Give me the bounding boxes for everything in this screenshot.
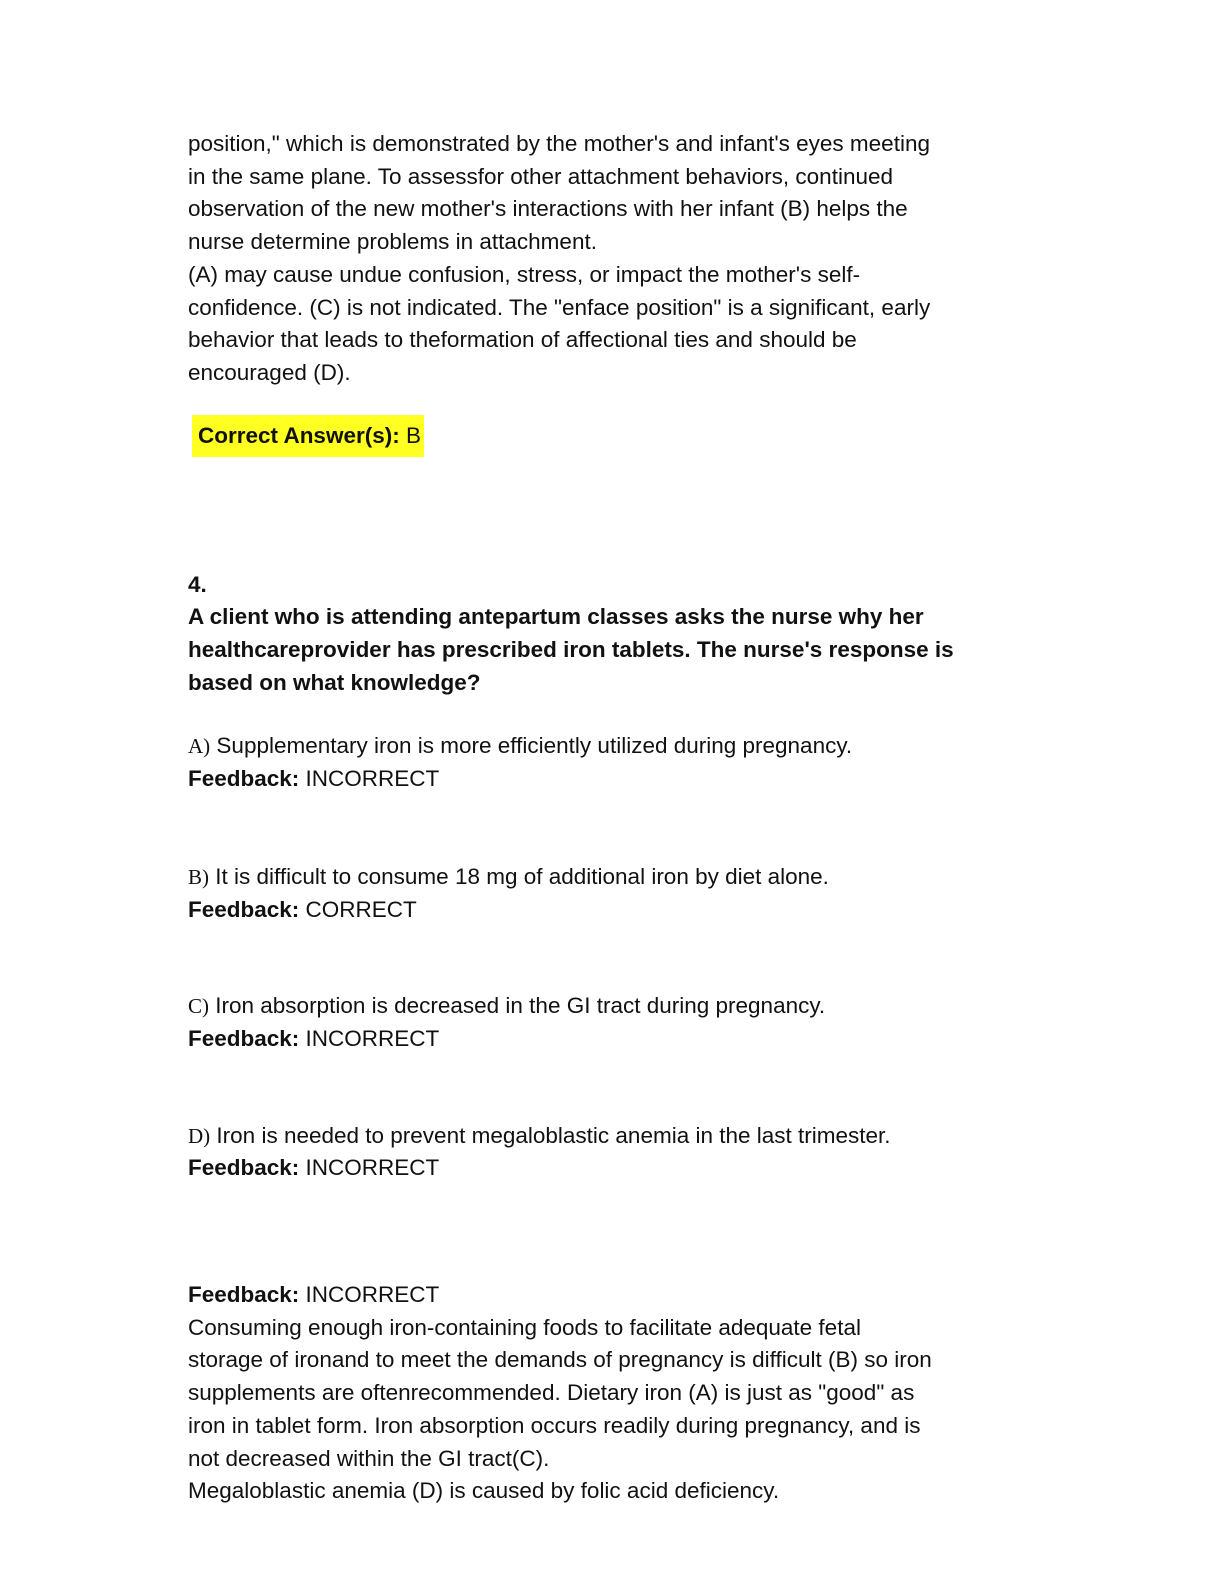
option-text: It is difficult to consume 18 mg of additional iron by diet alone.	[209, 863, 829, 889]
spacer	[188, 699, 1008, 730]
intro-line: in the same plane. To assessfor other attachment behaviors, continued	[188, 163, 894, 189]
rationale-line: not decreased within the GI tract(C).	[188, 1445, 550, 1471]
spacer	[188, 457, 1008, 569]
intro-line: position," which is demonstrated by the mother's and infant's eyes meeting	[188, 131, 930, 156]
option-b	[188, 861, 1008, 926]
feedback-label: Feedback:	[188, 766, 300, 792]
option-letter: C)	[188, 994, 209, 1019]
intro-line: encouraged (D).	[188, 359, 351, 385]
intro-line: confidence. (C) is not indicated. The "enface position" is a significant, early	[188, 294, 931, 320]
question-line: based on what knowledge?	[188, 669, 481, 695]
feedback-label: Feedback:	[188, 896, 300, 922]
question-block	[188, 569, 1008, 700]
feedback-label: Feedback:	[188, 1155, 300, 1181]
question-line: healthcareprovider has prescribed iron tablets. The nurse's response is	[188, 637, 954, 663]
spacer	[188, 926, 1008, 990]
feedback-value: INCORRECT	[299, 1025, 440, 1051]
option-text: Supplementary iron is more efficiently utilized during pregnancy.	[210, 733, 853, 759]
spacer	[188, 1056, 1008, 1120]
correct-answer-label: Correct Answer(s):	[198, 422, 400, 448]
spacer	[188, 796, 1008, 861]
correct-answer-value: B	[399, 422, 421, 448]
intro-line: nurse determine problems in attachment.	[188, 229, 597, 255]
rationale-line: Consuming enough iron-containing foods to facilitate adequate fetal	[188, 1314, 861, 1340]
option-d	[188, 1120, 1008, 1185]
intro-line: behavior that leads to theformation of affectional ties and should be	[188, 327, 857, 353]
rationale-line: iron in tablet form. Iron absorption occurs readily during pregnancy, and is	[188, 1412, 921, 1438]
feedback-value: CORRECT	[299, 896, 417, 922]
intro-line: observation of the new mother's interactions with her infant (B) helps the	[188, 196, 908, 222]
option-letter: A)	[188, 734, 211, 759]
correct-answer-highlight	[192, 415, 424, 457]
feedback-value: INCORRECT	[299, 1282, 440, 1308]
intro-line: (A) may cause undue confusion, stress, or impact the mother's self-	[188, 261, 861, 287]
option-c	[188, 990, 1008, 1055]
intro-rationale	[188, 128, 1008, 390]
spacer	[188, 1185, 1008, 1279]
rationale-line: storage of ironand to meet the demands of pregnancy is difficult (B) so iron	[188, 1347, 932, 1373]
question-line: A client who is attending antepartum classes asks the nurse why her	[188, 604, 924, 630]
feedback-value: INCORRECT	[299, 766, 440, 792]
final-feedback	[188, 1279, 1008, 1508]
rationale-line: supplements are oftenrecommended. Dietary iron (A) is just as "good" as	[188, 1380, 915, 1406]
feedback-label: Feedback:	[188, 1025, 300, 1051]
feedback-value: INCORRECT	[299, 1155, 440, 1181]
option-letter: B)	[188, 864, 209, 889]
option-text: Iron absorption is decreased in the GI tract during pregnancy.	[209, 993, 826, 1019]
rationale-line: Megaloblastic anemia (D) is caused by folic acid deficiency.	[188, 1478, 780, 1504]
document-page	[188, 128, 1008, 1508]
option-text: Iron is needed to prevent megaloblastic anemia in the last trimester.	[210, 1122, 891, 1148]
question-number: 4.	[188, 571, 207, 597]
feedback-label: Feedback:	[188, 1282, 300, 1308]
option-letter: D)	[188, 1123, 211, 1148]
option-a	[188, 730, 1008, 795]
